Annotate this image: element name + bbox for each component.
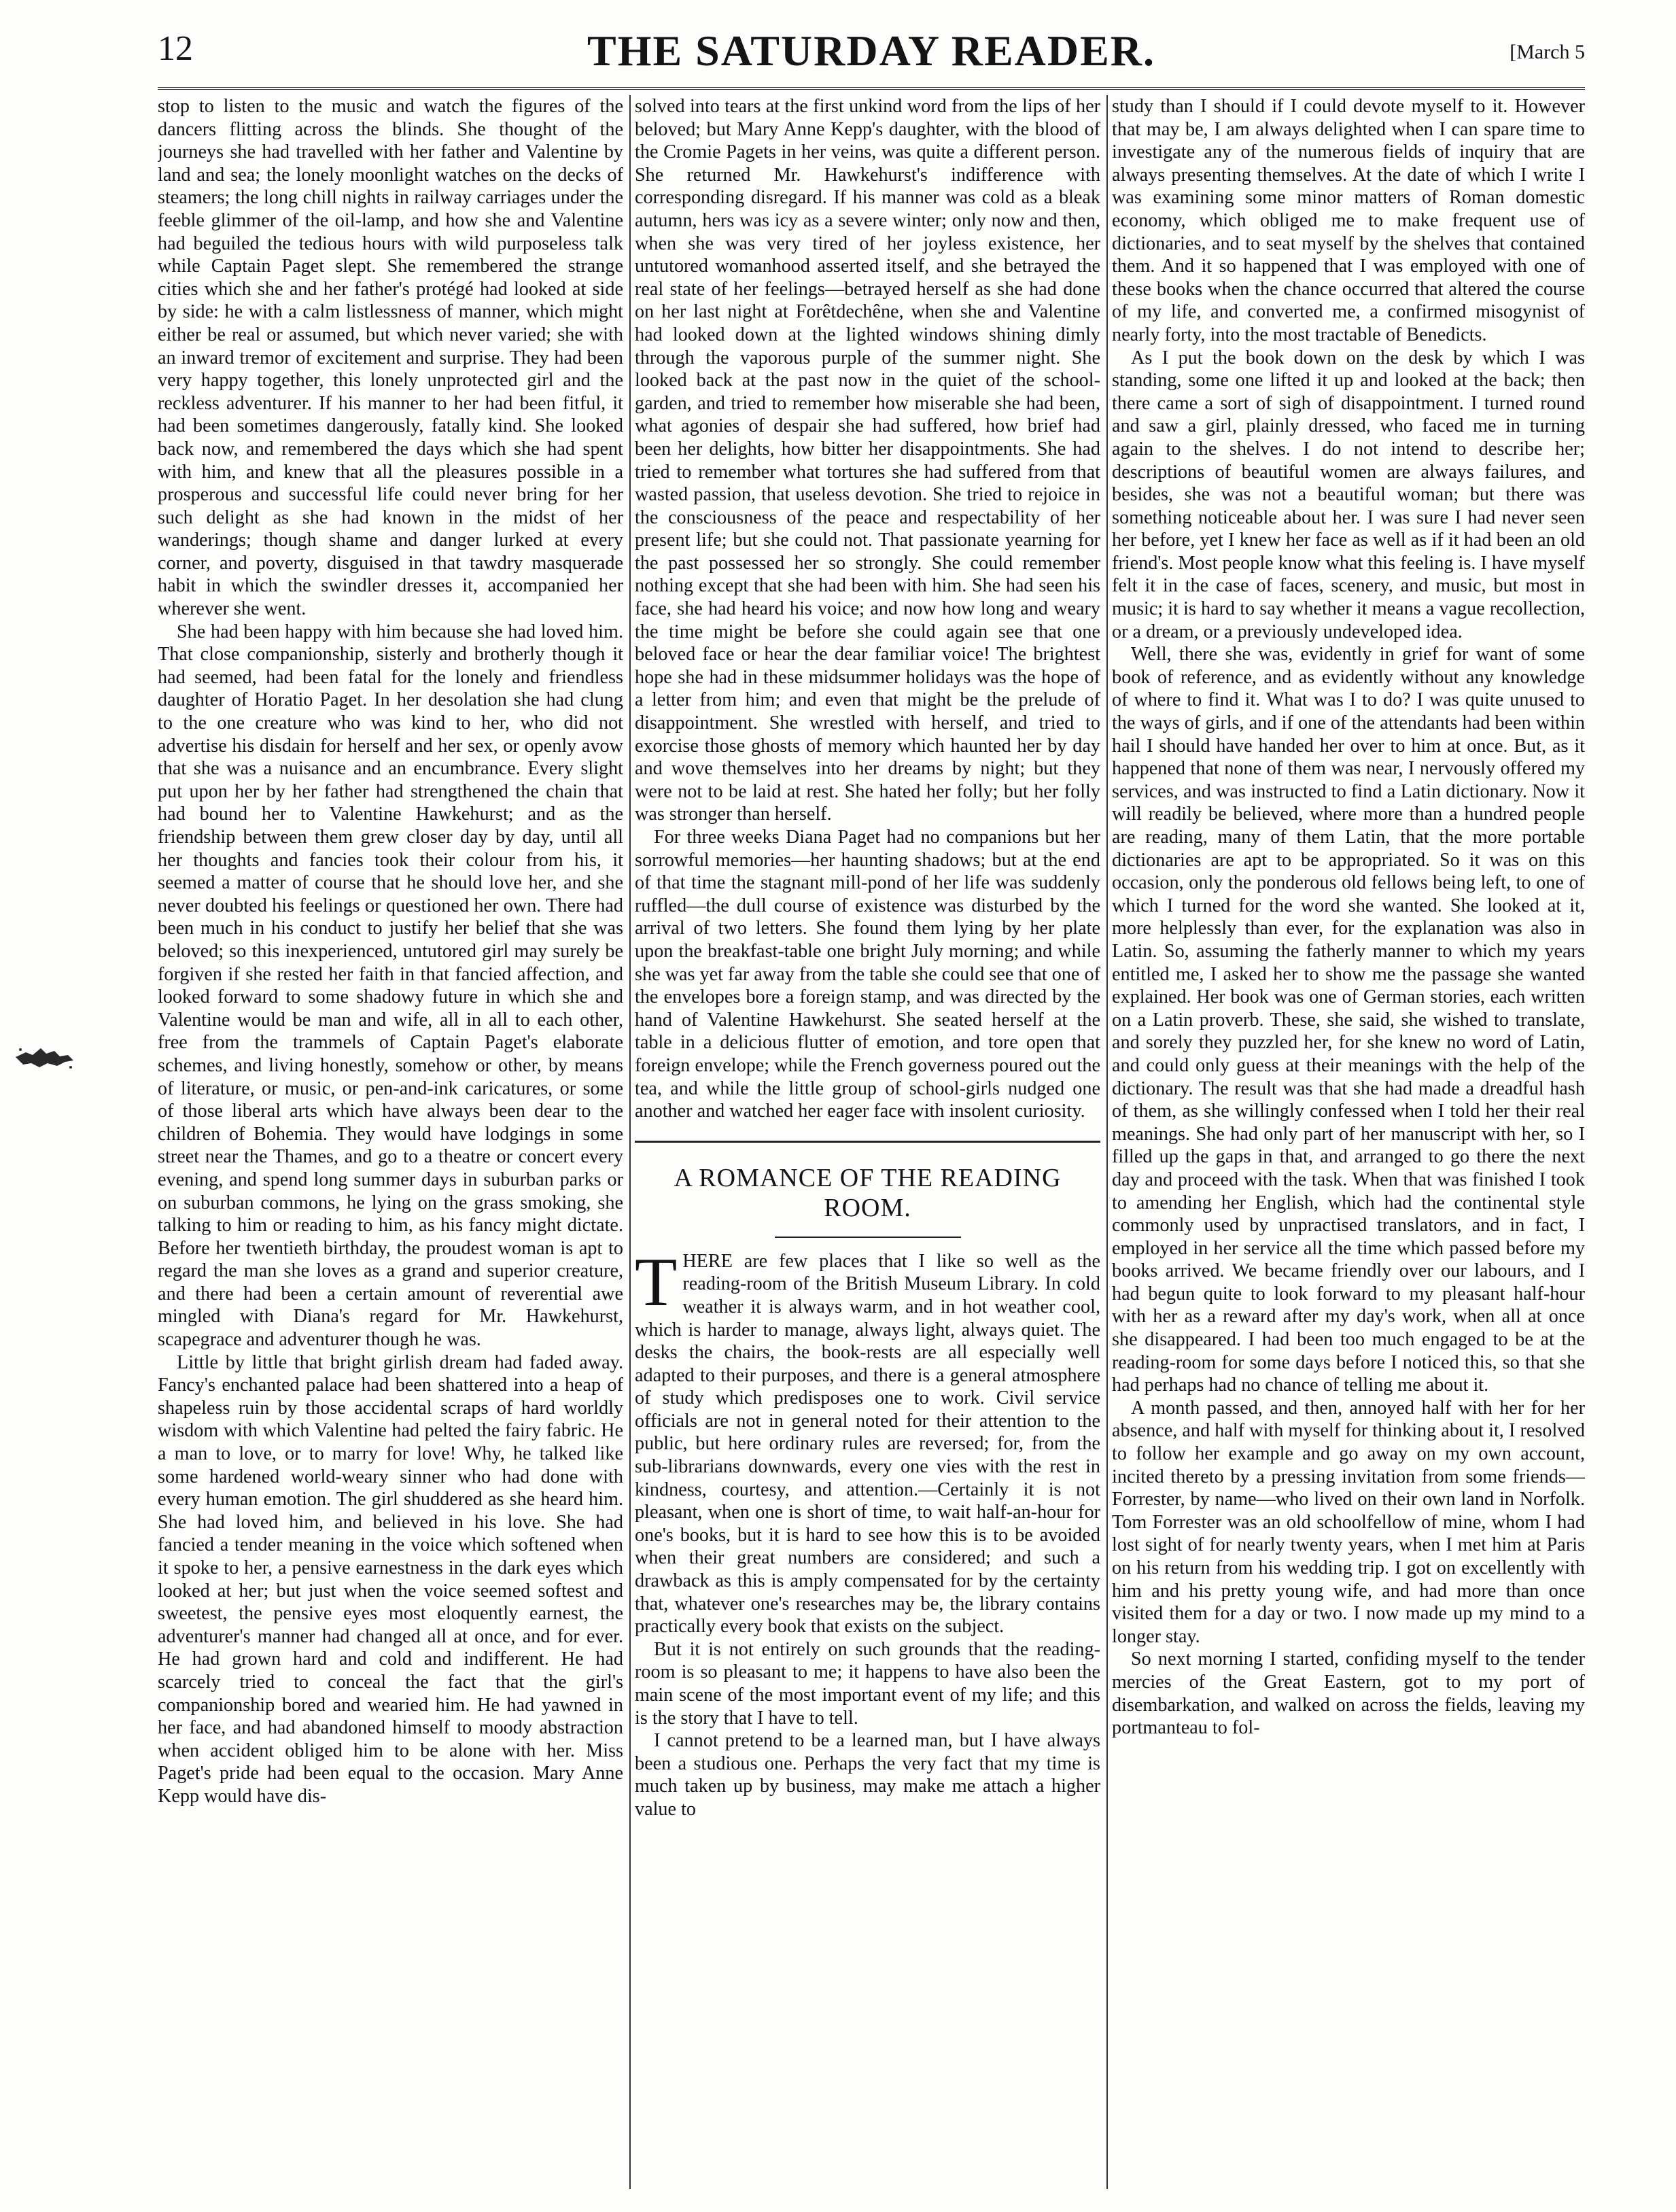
- column-divider-2: [1106, 95, 1108, 2189]
- column-1-paragraph-2: She had been happy with him because she had loved him. That close companionship, sisterly and brotherly though it had seemed, had been fatal for the lonely and friendless daughter of Horatio Paget. In her desolation she had clung to the one creature who was kind to her, who did not advertise his disdain for herself and her sex, or openly avow that she was a nuisance and an encumbrance. Every slight put upon her by her father had strengthened the chain that had bound her to Valentine Hawkehurst; and as the friendship between them grew closer day by day, until all her thoughts and fancies took their colour from his, it seemed a matter of course that he should love her, and she never doubted his feelings or questioned her own. There had been much in his conduct to justify her belief that she was beloved; so this inexperienced, untutored girl may surely be forgiven if she rested her faith in that fancied affection, and looked forward to some shadowy future in which she and Valentine would be man and wife, all in all to each other, free from the trammels of Captain Paget's elaborate schemes, and living honestly, somehow or other, by means of literature, or music, or pen-and-ink caricatures, or some of those liberal arts which have always been dear to the children of Bohemia. They would have lodgings in some street near the Thames, and go to a theatre or concert every evening, and spend long summer days in suburban parks or on suburban commons, he lying on the grass smoking, she talking to him or reading to him, as his fancy might dictate. Before her twentieth birthday, the proudest woman is apt to regard the man she loves as a grand and superior creature, and there had been a certain amount of reverential awe mingled with Diana's regard for Mr. Hawkehurst, scapegrace and adventurer though he was.: [158, 621, 623, 1351]
- column-2: [635, 95, 1100, 2189]
- column-2-paragraph-2: For three weeks Diana Paget had no companions but her sorrowful memories—her haunting shadows; but at the end of that time the stagnant mill-pond of her life was suddenly ruffled—the dull course of existence was disturbed by the arrival of two letters. She found them lying by her plate upon the breakfast-table one bright July morning; and while she was yet far away from the table she could see that one of the envelopes bore a foreign stamp, and was directed by the hand of Valentine Hawkehurst. She seated herself at the table in a delicious flutter of emotion, and tore open that foreign envelope; while the French governess poured out the tea, and while the little group of school-girls nudged one another and watched her eager face with insolent curiosity.: [635, 827, 1100, 1122]
- column-1: [158, 95, 623, 2189]
- column-3-paragraph-4: A month passed, and then, annoyed half with her for her absence, and half with myself for thinking about it, I resolved to follow her example and go away on my own account, incited thereto by a pressing invitation from some friends—Forrester, by name—who lived on their own land in Norfolk. Tom Forrester was an old schoolfellow of mine, whom I had lost sight of for nearly twenty years, when I met him at Paris on his return from his wedding trip. I got on excellently with him and his pretty young wife, and had more than once visited them for a day or two. I now made up my mind to a longer stay.: [1112, 1397, 1585, 1647]
- article-title: A ROMANCE OF THE READING ROOM.: [674, 1163, 1062, 1222]
- column-3-paragraph-5: So next morning I started, confiding myself to the tender mercies of the Great Eastern, got to my port of disembarkation, and walked on across the fields, leaving my portmanteau to fol-: [1112, 1648, 1585, 1739]
- article-title-rule: [775, 1237, 961, 1238]
- column-3-paragraph-2: As I put the book down on the desk by which I was standing, some one lifted it up and looked at the back; then there came a sort of sigh of disappointment. I turned round and saw a girl, plainly dressed, who faced me in turning again to the shelves. I do not intend to describe her; descriptions of beautiful women are always failures, and besides, she was not a beautiful woman; but there was something noticeable about her. I was sure I had never seen her before, yet I knew her face as well as if it had been an old friend's. Most people know what this feeling is. I have myself felt it in the case of faces, scenery, and music, but most in music; it is hard to say whether it means a vague recollection, or a dream, or a previously undeveloped idea.: [1112, 347, 1585, 642]
- ink-blot-mark: [12, 1040, 77, 1074]
- header-rule: [158, 87, 1585, 90]
- article-paragraph-3: I cannot pretend to be a learned man, but I have always been a studious one. Perhaps the very fact that my time is much taken up by business, may make me attach a higher value to: [635, 1730, 1100, 1820]
- column-3-paragraph-1: study than I should if I could devote myself to it. However that may be, I am always delighted when I can spare time to investigate any of the numerous fields of inquiry that are always presenting themselves. At the date of which I write I was examining some minor matters of Roman domestic economy, which obliged me to make frequent use of dictionaries, and to seat myself by the shelves that contained them. And it so happened that I was employed with one of these books when the chance occurred that altered the course of my life, and converted me, a confirmed misogynist of nearly forty, into the most tractable of Benedicts.: [1112, 96, 1585, 345]
- masthead-title: THE SATURDAY READER.: [587, 27, 1155, 75]
- column-3: [1112, 95, 1585, 2189]
- article-paragraph-2: But it is not entirely on such grounds that the reading-room is so pleasant to me; it happens to have also been the main scene of the most important event of my life; and this is the story that I have to tell.: [635, 1638, 1100, 1729]
- page-number: 12: [158, 29, 193, 68]
- issue-date: [March 5: [1509, 41, 1585, 63]
- column-2-paragraph-1: solved into tears at the first unkind word from the lips of her beloved; but Mary Anne Kepp's daughter, with the blood of the Cromie Pagets in her veins, was quite a different person. She returned Mr. Hawkehurst's indifference with corresponding disregard. If his manner was cold as a bleak autumn, hers was icy as a severe winter; only now and then, when she was very tired of her joyless existence, her untutored womanhood asserted itself, and she betrayed the real state of her feelings—betrayed herself as she had done on her last night at Forêtdechêne, when she and Valentine had looked down at the lighted windows shining dimly through the vaporous purple of the summer night. She looked back at the past now in the quiet of the school-garden, and tried to remember how miserable she had been, what agonies of despair she had suffered, how brief had been her delights, how bitter her disappointments. She had tried to remember what tortures she had suffered from that wasted passion, that useless devotion. She tried to rejoice in the consciousness of the peace and respectability of her present life; but she could not. That passionate yearning for the past possessed her so strongly. She could remember nothing except that she had been with him. She had seen his face, she had heard his voice; and now how long and weary the time might be before she could again see that one beloved face or hear the dear familiar voice! The brightest hope she had in these midsummer holidays was the hope of a letter from him; and even that might be the prelude of disappointment. She wrestled with herself, and tried to exorcise those ghosts of memory which haunted her by day and wove themselves into her dreams by night; but they were not to be laid at rest. She hated her folly; but her folly was stronger than herself.: [635, 96, 1100, 825]
- page-header: [158, 20, 1585, 95]
- column-divider-1: [629, 95, 631, 2189]
- article-separator-rule: [635, 1141, 1100, 1143]
- column-3-paragraph-3: Well, there she was, evidently in grief for want of some book of reference, and as evidently without any knowledge of where to find it. What was I to do? I was quite unused to the ways of girls, and if one of the attendants had been within hail I should have handed her over to him at once. But, as it happened that none of them was near, I nervously offered my services, and was instructed to find a Latin dictionary. Now it will readily be believed, where more than a hundred people are reading, many of them Latin, that the more portable dictionaries are apt to be appropriated. So it was on this occasion, only the ponderous old fellows being left, to one of which I turned for the word she wanted. She looked at it, more helplessly than ever, for the explanation was also in Latin. So, assuming the fatherly manner to which my years entitled me, I asked her to show me the passage she wanted explained. Her book was one of German stories, each written on a Latin proverb. These, she said, she wished to translate, and sorely they puzzled her, for she knew no word of Latin, and could only guess at their meanings with the help of the dictionary. The result was that she had made a dreadful hash of them, as she willingly confessed when I told her their real meanings. She had only part of her manuscript with her, so I filled up the gaps in that, and arranged to go there the next day and proceed with the task. When that was finished I took to amending her English, which had the continental style commonly used by unpractised translators, and in fact, I employed in her service all the time which passed before my books arrived. We became friendly over our labours, and I had begun quite to look forward to my pleasant half-hour with her as a reward after my day's work, when all at once she disappeared. I had been too much engaged to be at the reading-room for some days before I noticed this, so that she had perhaps had no chance of telling me about it.: [1112, 644, 1585, 1396]
- column-1-paragraph-3: Little by little that bright girlish dream had faded away. Fancy's enchanted palace had been shattered into a heap of shapeless ruin by those accidental scraps of hard worldly wisdom with which Valentine had pelted the fairy fabric. He a man to love, or to marry for love! Why, he talked like some hardened world-weary sinner who had done with every human emotion. The girl shuddered as she heard him. She had loved him, and believed in his love. She had fancied a tender meaning in the voice which softened when it spoke to her, a pensive earnestness in the dark eyes which looked at her; but just when the voice seemed softest and sweetest, the pensive eyes most eloquently earnest, the adventurer's manner had changed all at once, and for ever. He had grown hard and cold and indifferent. He had scarcely tried to conceal the fact that the girl's companionship bored and wearied him. He had yawned in her face, and had abandoned himself to moody abstraction when accident obliged him to be alone with her. Miss Paget's pride had been equal to the occasion. Mary Anne Kepp would have dis-: [158, 1351, 623, 1807]
- drop-cap: T: [635, 1243, 678, 1321]
- article-paragraph-1: [635, 1243, 1100, 1638]
- column-1-paragraph-1: stop to listen to the music and watch the figures of the dancers flitting across the blinds. She thought of the journeys she had travelled with her father and Valentine by land and sea; the lonely moonlight watches on the decks of steamers; the long chill nights in railway carriages under the feeble glimmer of the oil-lamp, and how she and Valentine had beguiled the tedious hours with wild purposeless talk while Captain Paget slept. She remembered the strange cities which she and her father's protégé had looked at side by side: he with a calm listlessness of manner, which might either be real or assumed, but which never varied; she with an inward tremor of excitement and surprise. They had been very happy together, this lonely unprotected girl and the reckless adventurer. If his manner to her had been fitful, it had been sometimes dangerously, fatally kind. She looked back now, and remembered the days which she had spent with him, and knew that all the pleasures possible in a prosperous and successful life could never bring for her such delight as she had known in the midst of her wanderings; though shame and danger lurked at every corner, and poverty, disguised in that tawdry masquerade habit in which the swindler dresses it, accompanied her wherever she went.: [158, 96, 623, 620]
- article-paragraph-1-text: HERE are few places that I like so well as the reading-room of the British Museum Library. In cold weather it is always warm, and in hot weather cool, which is harder to manage, always light, always quiet. The desks the chairs, the book-rests are all especially well adapted to their purposes, and there is a general atmosphere of study which predisposes one to work. Civil service officials are not in general noted for their attention to the public, but here ordinary rules are reversed; for, from the sub-librarians downwards, every one vies with the rest in kindness, courtesy, and attention.—Certainly it is not pleasant, when one is short of time, to wait half-an-hour for one's books, but it is hard to see how this is to be avoided when their great numbers are considered; and such a drawback as this is amply compensated for by the certainty that, whatever one's researches may be, the library contains practically every book that exists on the subject.: [635, 1250, 1100, 1638]
